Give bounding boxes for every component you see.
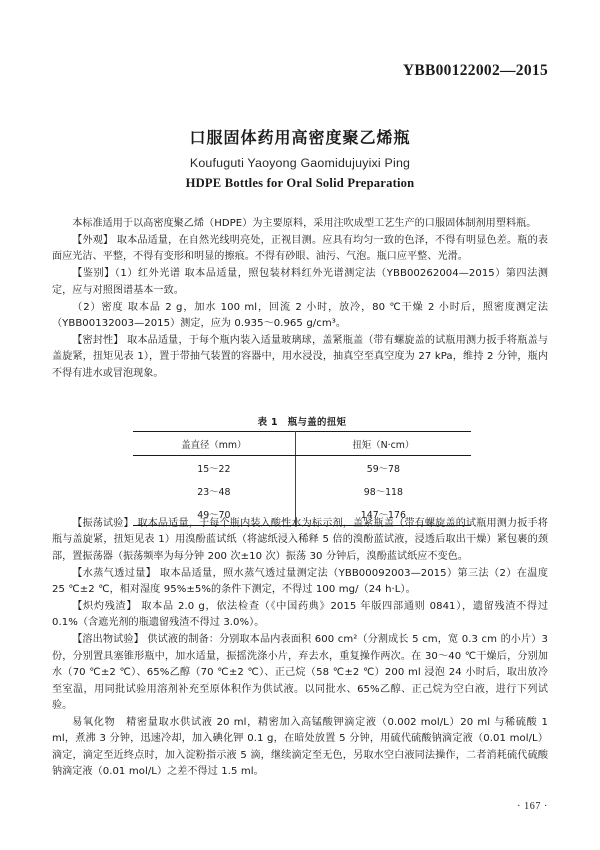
page-number: · 167 ·	[517, 801, 548, 812]
table-header	[133, 432, 471, 456]
table-row	[133, 479, 471, 502]
paragraph-oxidizable-substances: 易氧化物 精密量取水供试液 20 ml，精密加入高锰酸钾滴定液（0.002 mol/L）20 ml 与稀硫酸 1 ml，煮沸 3 分钟，迅速冷却，加入碘化钾 0.1 g，在暗处放置 5 分钟，用硫代硫酸钠滴定液（0.01 mol/L）滴定，滴定至近终点时，加入淀粉指示液 5 滴，继续滴定至无色，另取水空白液同法操作，二者消耗硫代硫酸钠滴定液（0.01 mol/L）之差不得过 1.5 ml。	[52, 716, 548, 778]
page-title-pinyin: Koufuguti Yaoyong Gaomidujuyixi Ping	[189, 156, 411, 171]
cell-diameter: 15～22	[133, 456, 295, 480]
cell-torque: 147～176	[295, 502, 471, 526]
title-block	[0, 126, 600, 191]
cell-torque: 98～118	[363, 486, 403, 498]
standard-code: YBB00122002—2015	[402, 62, 548, 79]
table-body	[133, 456, 471, 526]
body-text-lower	[52, 516, 548, 781]
table-column-header-diameter: 盖直径（mm）	[133, 432, 295, 456]
table-row	[133, 456, 471, 480]
paragraph-sealing: 【密封性】 取本品适量，于每个瓶内装入适量玻璃球，盖紧瓶盖（带有螺旋盖的试瓶用测力扳手将瓶盖与盖旋紧，扭矩见表 1），置于带抽气装置的容器中，用水浸没，抽真空至真空度为 27 kPa，维持 2 分钟，瓶内不得有进水或冒泡现象。	[52, 334, 548, 379]
table-header-row	[133, 432, 471, 456]
page-title-english: HDPE Bottles for Oral Solid Preparation	[185, 176, 415, 191]
torque-table	[133, 431, 471, 526]
table-column-header-torque: 扭矩（N·cm）	[295, 432, 471, 456]
cell-diameter: 49～70	[133, 502, 295, 526]
paragraph-water-vapor-permeability: 【水蒸气透过量】 取本品适量，照水蒸气透过量测定法（YBB00092003—2015）第三法（2）在温度 25 ℃±2 ℃，相对湿度 95%±5%的条件下测定，不得过 100 mg/（24 h·L）。	[52, 567, 548, 596]
paragraph-scope: 本标准适用于以高密度聚乙烯（HDPE）为主要原料，采用注吹成型工艺生产的口服固体制剂用塑料瓶。	[72, 218, 537, 229]
paragraph-shake-test: 【振荡试验】 取本品适量，于每个瓶内装入酸性水为标示剂，盖紧瓶盖（带有螺旋盖的试瓶用测力扳手将瓶与盖旋紧，扭矩见表 1）用溴酚蓝试纸（将滤纸浸入稀释 5 倍的溴酚蓝试液，浸透后取出干燥）紧包裹的颈部，置振荡器（振荡频率为每分钟 200 次±10 次）振荡 30 分钟后，溴酚蓝试纸应不变色。	[52, 518, 548, 562]
paragraph-appearance: 【外观】 取本品适量，在自然光线明亮处，正视目测。应具有均匀一致的色泽，不得有明显色差。瓶的表面应光洁、平整，不得有变形和明显的擦痕。不得有砂眼、油污、气泡。瓶口应平整、光滑。	[52, 234, 548, 263]
paragraph-identification-infrared: 【鉴别】（1）红外光谱 取本品适量，照包装材料红外光谱测定法（YBB00262004—2015）第四法测定，应与对照图谱基本一致。	[52, 268, 548, 296]
page-title-chinese: 口服固体药用高密度聚乙烯瓶	[189, 128, 411, 147]
paragraph-dissolution-test: 【溶出物试验】 供试液的制备：分别取本品内表面积 600 cm²（分割成长 5 cm，宽 0.3 cm 的小片）3 份，分别置具塞锥形瓶中，加水适量，振摇洗涤小片，弃去水，重复操作两次。在 30～40 ℃干燥后，分别加水（70 ℃±2 ℃）、65%乙醇（70 ℃±2 ℃）、正己烷（58 ℃±2 ℃）200 ml 浸泡 24 小时后，取出放冷至室温，用同批试验用溶剂补充至原体积作为供试液。以同批水、65%乙醇、正己烷为空白液，进行下列试验。	[52, 634, 548, 711]
paragraph-identification-density: （2）密度 取本品 2 g，加水 100 ml，回流 2 小时，放冷，80 ℃干燥 2 小时后，照密度测定法（YBB00132003—2015）测定，应为 0.935～0.965 g/cm³。	[52, 301, 548, 329]
body-text-upper	[52, 216, 548, 383]
paragraph-residue-on-ignition: 【炽灼残渣】 取本品 2.0 g，依法检查（《中国药典》2015 年版四部通则 0841），遗留残渣不得过 0.1%（含遮光剂的瓶遗留残渣不得过 3.0%）。	[52, 601, 548, 629]
cell-diameter: 23～48	[133, 479, 295, 502]
table-caption: 表 1 瓶与盖的扭矩	[257, 417, 347, 428]
torque-table-wrapper	[133, 414, 471, 526]
cell-torque: 59～78	[366, 463, 400, 475]
